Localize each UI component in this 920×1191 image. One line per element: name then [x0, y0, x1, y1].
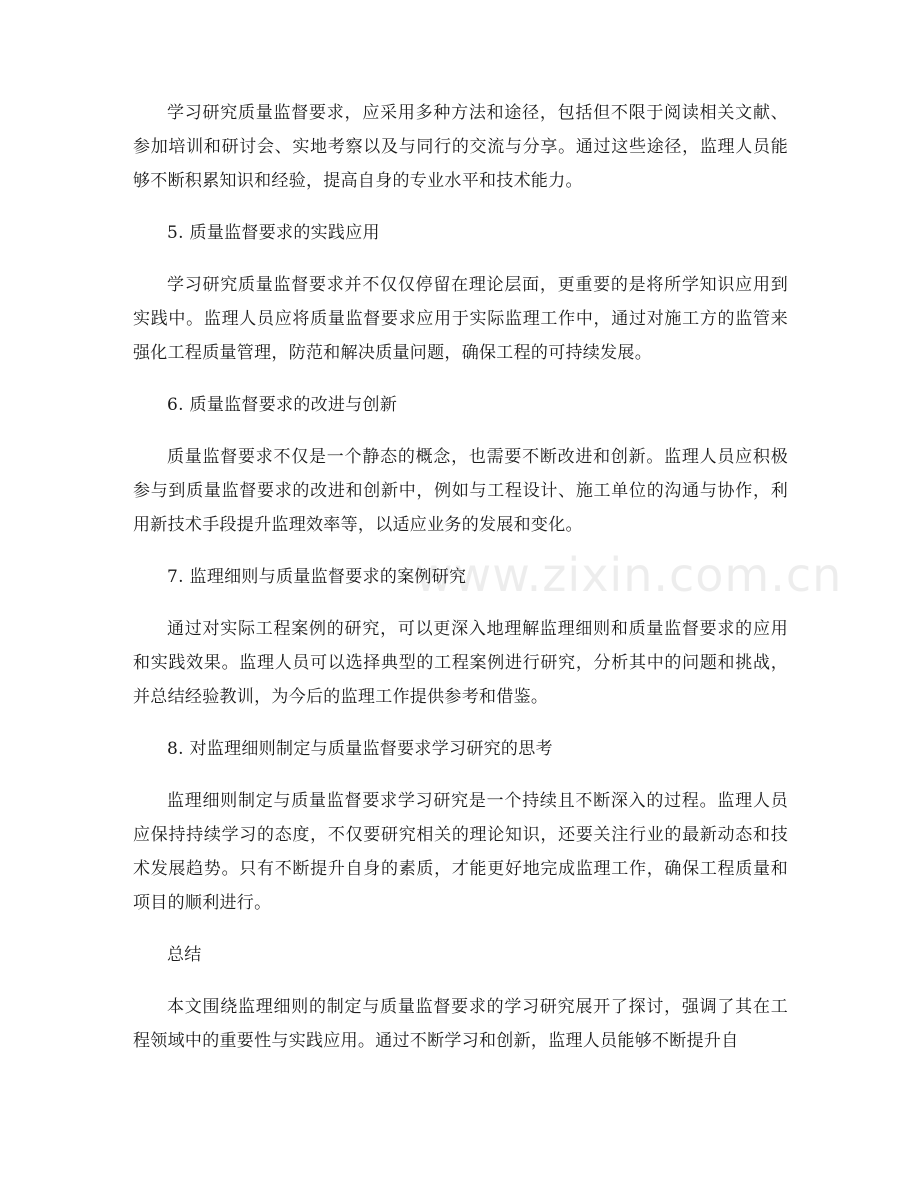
section-heading-5: 5. 质量监督要求的实践应用 [167, 223, 380, 243]
section-heading-8: 8. 对监理细则制定与质量监督要求学习研究的思考 [167, 739, 553, 759]
paragraph-summary: 本文围绕监理细则的制定与质量监督要求的学习研究展开了探讨，强调了其在工程领域中的重要性与实践应用。通过不断学习和创新，监理人员能够不断提升自 [133, 997, 788, 1051]
paragraph-reflection: 监理细则制定与质量监督要求学习研究是一个持续且不断深入的过程。监理人员应保持持续学习的态度，不仅要研究相关的理论知识，还要关注行业的最新动态和技术发展趋势。只有不断提升自身的素质，才能更好地完成监理工作，确保工程质量和项目的顺利进行。 [133, 791, 788, 913]
paragraph-learning-methods: 学习研究质量监督要求，应采用多种方法和途径，包括但不限于阅读相关文献、参加培训和研讨会、实地考察以及与同行的交流与分享。通过这些途径，监理人员能够不断积累知识和经验，提高自身的专业水平和技术能力。 [133, 103, 788, 191]
paragraph-improvement-innovation: 质量监督要求不仅是一个静态的概念，也需要不断改进和创新。监理人员应积极参与到质量监督要求的改进和创新中，例如与工程设计、施工单位的沟通与协作，利用新技术手段提升监理效率等，以适应业务的发展和变化。 [133, 447, 788, 535]
watermark-text: www.zixin.com.cn [415, 548, 843, 602]
summary-heading: 总结 [167, 945, 202, 965]
paragraph-practice-application: 学习研究质量监督要求并不仅仅停留在理论层面，更重要的是将所学知识应用到实践中。监理人员应将质量监督要求应用于实际监理工作中，通过对施工方的监管来强化工程质量管理，防范和解决质量问题，确保工程的可持续发展。 [133, 275, 788, 363]
document-page [133, 96, 788, 1076]
section-heading-6: 6. 质量监督要求的改进与创新 [167, 395, 398, 415]
paragraph-case-study: 通过对实际工程案例的研究，可以更深入地理解监理细则和质量监督要求的应用和实践效果。监理人员可以选择典型的工程案例进行研究，分析其中的问题和挑战，并总结经验教训，为今后的监理工作提供参考和借鉴。 [133, 619, 788, 707]
section-heading-7: 7. 监理细则与质量监督要求的案例研究 [167, 567, 467, 587]
